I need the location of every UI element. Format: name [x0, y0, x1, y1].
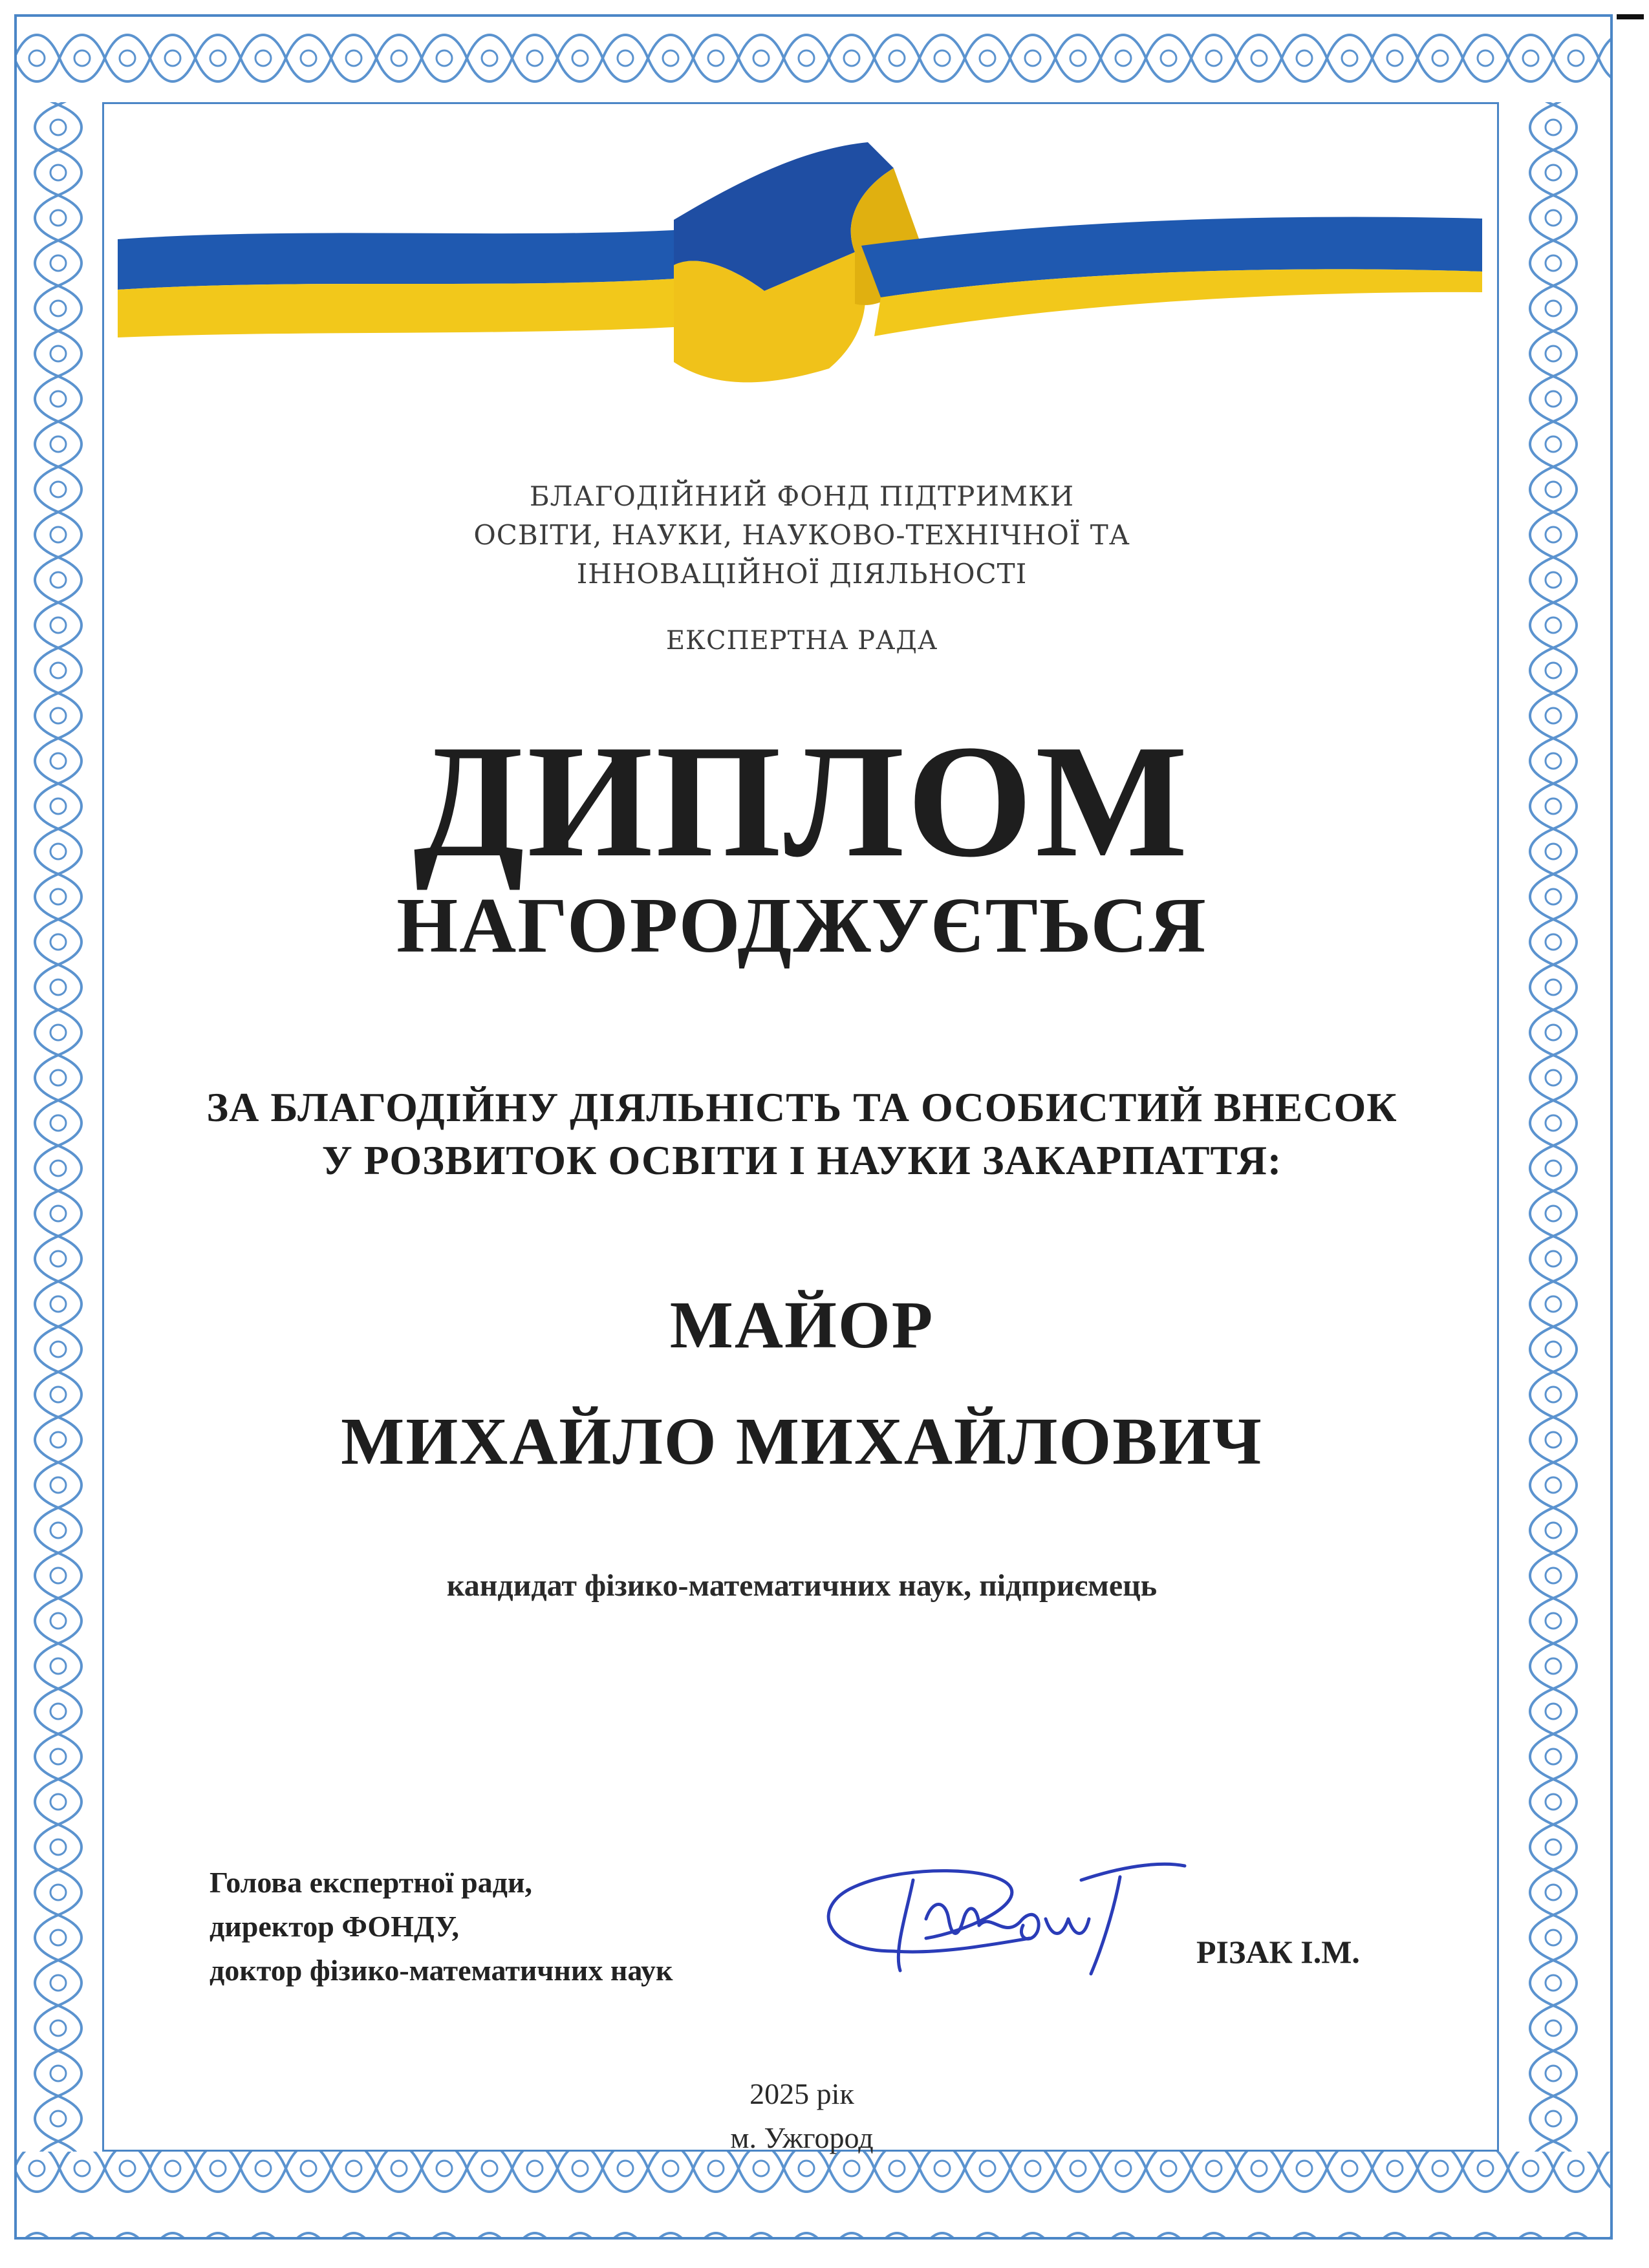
award-reason [103, 1081, 1500, 1187]
position-line-1: Голова експертної ради, [210, 1866, 532, 1899]
diploma-title: ДИПЛОМ [413, 712, 1191, 891]
recipient-given-names: МИХАЙЛО МИХАЙЛОВИЧ [341, 1404, 1263, 1479]
scan-mark [1617, 14, 1644, 19]
council-name: ЕКСПЕРТНА РАДА [665, 626, 938, 656]
reason-line-1: ЗА БЛАГОДІЙНУ ДІЯЛЬНІСТЬ ТА ОСОБИСТИЙ ВНЕСОК [206, 1084, 1397, 1130]
position-line-2: директор ФОНДУ, [210, 1910, 459, 1943]
signatory-position [210, 1861, 792, 1993]
organization-name [103, 477, 1500, 594]
awarded-heading: НАГОРОДЖУЄТЬСЯ [396, 882, 1207, 969]
org-line-2: ОСВІТИ, НАУКИ, НАУКОВО-ТЕХНІЧНОЇ ТА [473, 519, 1130, 551]
recipient-surname: МАЙОР [669, 1288, 934, 1362]
handwritten-signature [797, 1841, 1198, 2009]
signatory-name: РІЗАК І.М. [1196, 1934, 1360, 1970]
org-line-1: БЛАГОДІЙНИЙ ФОНД ПІДТРИМКИ [529, 480, 1075, 512]
issue-city: м. Ужгород [730, 2121, 874, 2154]
reason-line-2: У РОЗВИТОК ОСВІТИ І НАУКИ ЗАКАРПАТТЯ: [321, 1137, 1282, 1183]
org-line-3: ІННОВАЦІЙНОЇ ДІЯЛЬНОСТІ [576, 558, 1028, 590]
issue-year: 2025 рік [749, 2077, 854, 2110]
recipient-degree: кандидат фізико-математичних наук, підприємець [446, 1568, 1158, 1603]
ukrainian-flag-ribbon [118, 142, 1482, 414]
position-line-3: доктор фізико-математичних наук [210, 1954, 673, 1987]
